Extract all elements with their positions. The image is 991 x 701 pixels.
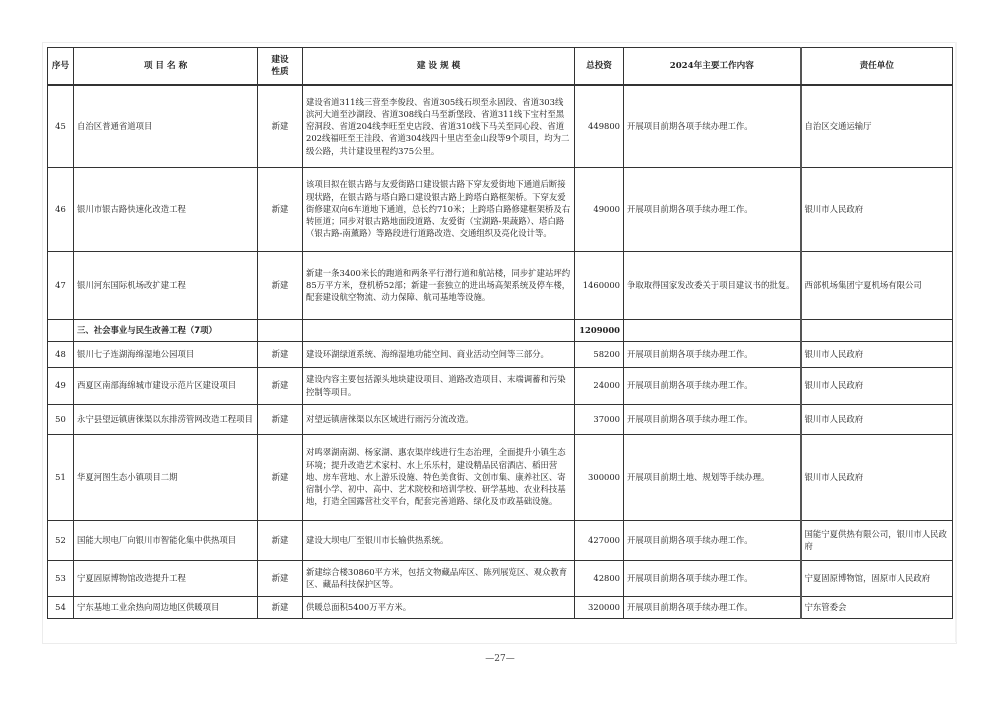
cell-nature: 新建 [258, 560, 303, 596]
cell-nature: 新建 [258, 596, 303, 618]
cell-nature: 新建 [258, 434, 303, 520]
cell-work: 开展项目前期各项手续办理工作。 [624, 341, 801, 367]
table-row [48, 404, 953, 434]
cell-seq: 49 [48, 367, 74, 404]
cell-seq: 47 [48, 251, 74, 319]
cell-scale: 该项目拟在银古路与友爱街路口建设银古路下穿友爱街地下通道后断接现状路，在银古路与塔白路口建设银古路上跨塔白路框架桥。下穿友爱街修建双向6车道地下通道，总长约710米；上跨塔白路修建框架桥及右转匝道；同步对银古路地面段道路、友爱街（宝湖路-果蔬路）、塔白路（银古路-南薰路）等路段进行道路改造、交通组织及亮化设计等。 [303, 167, 575, 251]
cell-work: 开展项目前期各项手续办理工作。 [624, 167, 801, 251]
cell-seq: 54 [48, 596, 74, 618]
section-invest-total: 1209000 [575, 319, 624, 341]
cell-invest: 49000 [575, 167, 624, 251]
cell-invest: 427000 [575, 520, 624, 560]
cell-scale: 对鸣翠湖南湖、杨家湖、惠农渠岸线进行生态治理，全面提升小镇生态环境；提升改造艺术家村、水上乐乐村，建设精品民宿酒店、稻田营地、房车营地、水上游乐设施、特色美食街、文创市集、康养社区、寄宿制小学、初中、高中、艺术院校和培训学校、研学基地、农业科技基地，打造全国露营社交平台，配套完善道路、绿化及市政基础设施。 [303, 434, 575, 520]
cell-work: 开展项目前期各项手续办理工作。 [624, 404, 801, 434]
cell-scale: 建设省道311线三营至李俊段、省道305线石坝至永固段、省道303线滨河大道至沙湖段、省道308线白马至新堡段、省道311线下宝村至黑窑洞段、省道204线李旺至史店段、省道310线下马关至同心段、省道202线福旺至王洼段、省道304线四十里店至金山段等9个项目，均为二级公路，共计建设里程约375公里。 [303, 85, 575, 167]
cell-unit: 银川市人民政府 [801, 341, 953, 367]
header-scale: 建 设 规 模 [303, 48, 575, 86]
table-header-row [48, 48, 953, 86]
cell-name: 银川河东国际机场改扩建工程 [74, 251, 258, 319]
table-row [48, 434, 953, 520]
cell-unit: 自治区交通运输厅 [801, 85, 953, 167]
cell-work: 争取取得国家发改委关于项目建议书的批复。 [624, 251, 801, 319]
cell-nature [258, 319, 303, 341]
cell-unit: 银川市人民政府 [801, 434, 953, 520]
cell-invest: 300000 [575, 434, 624, 520]
cell-seq: 51 [48, 434, 74, 520]
cell-name: 西夏区南部海绵城市建设示范片区建设项目 [74, 367, 258, 404]
cell-nature: 新建 [258, 404, 303, 434]
cell-name: 宁东基地工业余热向周边地区供暖项目 [74, 596, 258, 618]
cell-unit: 宁夏固原博物馆，固原市人民政府 [801, 560, 953, 596]
section-title: 三、社会事业与民生改善工程（7项） [74, 319, 258, 341]
cell-unit: 银川市人民政府 [801, 167, 953, 251]
cell-invest: 449800 [575, 85, 624, 167]
cell-scale: 对望远镇唐徕渠以东区域进行雨污分流改造。 [303, 404, 575, 434]
cell-scale: 新建一条3400米长的跑道和两条平行滑行道和航站楼，同步扩建站坪约85万平方米，登机桥52部；新建一套独立的进出场高架系统及停车楼，配套建设航空物流、动力保障、航司基地等设施。 [303, 251, 575, 319]
cell-nature: 新建 [258, 251, 303, 319]
cell-seq: 53 [48, 560, 74, 596]
cell-seq: 46 [48, 167, 74, 251]
cell-invest: 24000 [575, 367, 624, 404]
cell-work: 开展项目前期各项手续办理工作。 [624, 367, 801, 404]
cell-unit: 宁东管委会 [801, 596, 953, 618]
cell-work: 开展项目前期各项手续办理工作。 [624, 560, 801, 596]
cell-name: 银川市银古路快速化改造工程 [74, 167, 258, 251]
cell-scale: 建设内容主要包括源头地块建设项目、道路改造项目、末端调蓄和污染控制等项目。 [303, 367, 575, 404]
cell-seq [48, 319, 74, 341]
cell-nature: 新建 [258, 167, 303, 251]
cell-scale [303, 319, 575, 341]
cell-work: 开展项目前期土地、规划等手续办理。 [624, 434, 801, 520]
cell-invest: 320000 [575, 596, 624, 618]
header-seq: 序号 [48, 48, 74, 86]
section-row [48, 319, 953, 341]
header-invest: 总投资 [575, 48, 624, 86]
cell-unit: 国能宁夏供热有限公司，银川市人民政府 [801, 520, 953, 560]
cell-unit: 银川市人民政府 [801, 367, 953, 404]
cell-seq: 48 [48, 341, 74, 367]
cell-work: 开展项目前期各项手续办理工作。 [624, 85, 801, 167]
cell-work [624, 319, 801, 341]
cell-scale: 供暖总面积5400万平方米。 [303, 596, 575, 618]
cell-name: 永宁县望远镇唐徕渠以东排涝管网改造工程项目 [74, 404, 258, 434]
header-nature: 建设 性质 [258, 48, 303, 86]
cell-name: 华夏河图生态小镇项目二期 [74, 434, 258, 520]
table-row [48, 85, 953, 167]
cell-unit: 银川市人民政府 [801, 404, 953, 434]
header-name: 项 目 名 称 [74, 48, 258, 86]
cell-name: 国能大坝电厂向银川市智能化集中供热项目 [74, 520, 258, 560]
cell-seq: 45 [48, 85, 74, 167]
cell-work: 开展项目前期各项手续办理工作。 [624, 596, 801, 618]
table-row [48, 560, 953, 596]
cell-unit [801, 319, 953, 341]
table-row [48, 341, 953, 367]
table-row [48, 251, 953, 319]
cell-unit: 西部机场集团宁夏机场有限公司 [801, 251, 953, 319]
cell-invest: 1460000 [575, 251, 624, 319]
cell-scale: 建设环湖绿道系统、海绵湿地功能空间、商业活动空间等三部分。 [303, 341, 575, 367]
cell-name: 自治区普通省道项目 [74, 85, 258, 167]
cell-name: 宁夏固原博物馆改造提升工程 [74, 560, 258, 596]
cell-scale: 新建综合楼30860平方米，包括文物藏品库区、陈列展览区、观众教育区、藏品科技保护区等。 [303, 560, 575, 596]
table-row [48, 596, 953, 618]
cell-work: 开展项目前期各项手续办理工作。 [624, 520, 801, 560]
cell-invest: 58200 [575, 341, 624, 367]
cell-seq: 50 [48, 404, 74, 434]
header-unit: 责任单位 [801, 48, 953, 86]
table-row [48, 167, 953, 251]
page-number: —27— [485, 654, 515, 664]
cell-invest: 37000 [575, 404, 624, 434]
cell-name: 银川七子连湖海绵湿地公园项目 [74, 341, 258, 367]
cell-nature: 新建 [258, 85, 303, 167]
cell-scale: 建设大坝电厂至银川市长输供热系统。 [303, 520, 575, 560]
project-table [47, 47, 953, 619]
cell-nature: 新建 [258, 520, 303, 560]
table-row [48, 520, 953, 560]
page-edge [955, 42, 957, 642]
cell-nature: 新建 [258, 367, 303, 404]
header-work: 2024年主要工作内容 [624, 48, 801, 86]
cell-nature: 新建 [258, 341, 303, 367]
table-row [48, 367, 953, 404]
cell-invest: 42800 [575, 560, 624, 596]
cell-seq: 52 [48, 520, 74, 560]
